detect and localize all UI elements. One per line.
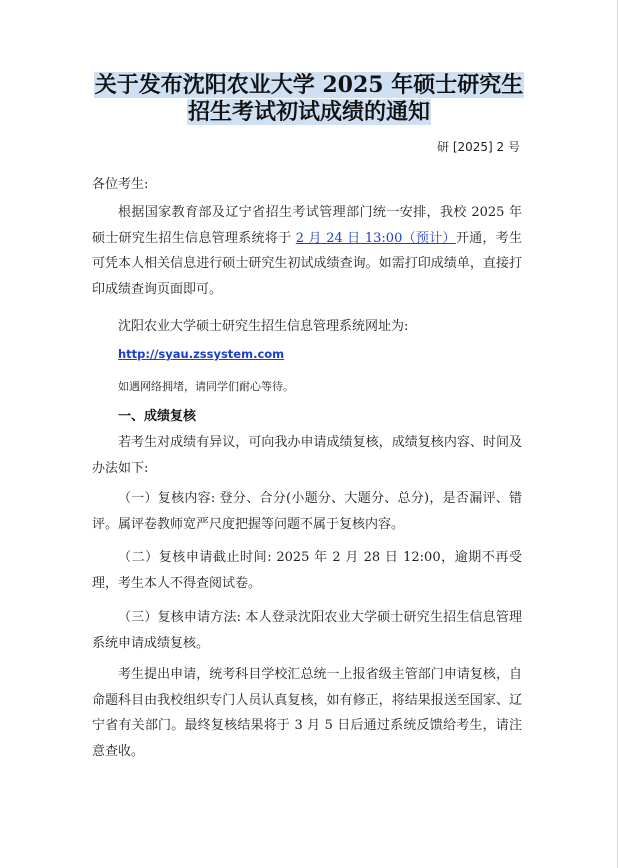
intro-text-before: 根据国家教育部及辽宁省招生考试管理部门统一安排，我校 2025 年硕士研究生招生信息管理系统将于 bbox=[92, 205, 522, 246]
intro-paragraph bbox=[92, 200, 522, 302]
intro-text-after: 开通，考生可凭本人相关信息进行硕士研究生初试成绩查询。如需打印成绩单，直接打印成绩查询页面即可。 bbox=[92, 230, 522, 297]
review-paragraph-2: （一）复核内容: 登分、合分(小题分、大题分、总分)，是否漏评、错评。属评卷教师宽严尺度把握等问题不属于复核内容。 bbox=[92, 491, 522, 532]
greeting: 各位考生: bbox=[92, 177, 149, 192]
system-url-link[interactable]: http://syau.zssystem.com bbox=[118, 347, 285, 361]
review-paragraph-5: 考生提出申请，统考科目学校汇总统一上报省级主管部门申请复核，自命题科目由我校组织专门人员认真复核，如有修正，将结果报送至国家、辽宁省有关部门。最终复核结果将于 3 月 5 日后通过系统反馈给考生，请注意查收。 bbox=[92, 667, 522, 759]
document-number: 研 [2025] 2 号 bbox=[437, 140, 520, 154]
page-title bbox=[60, 72, 558, 126]
review-paragraph-3: （二）复核申请截止时间: 2025 年 2 月 28 日 12:00，逾期不再受理，考生本人不得查阅试卷。 bbox=[92, 550, 522, 591]
title-line-2: 招生考试初试成绩的通知 bbox=[187, 99, 430, 125]
title-line-1: 关于发布沈阳农业大学 2025 年硕士研究生 bbox=[94, 72, 524, 98]
site-intro: 沈阳农业大学硕士研究生招生信息管理系统网址为: bbox=[118, 319, 409, 334]
review-paragraph-4: （三）复核申请方法: 本人登录沈阳农业大学硕士研究生招生信息管理系统申请成绩复核。 bbox=[92, 610, 522, 651]
review-paragraph-1: 若考生对成绩有异议，可向我办申请成绩复核，成绩复核内容、时间及办法如下: bbox=[92, 435, 522, 476]
open-time-link[interactable]: 2 月 24 日 13:00（预计） bbox=[295, 230, 456, 246]
section-heading-review: 一、成绩复核 bbox=[118, 409, 197, 424]
network-notice: 如遇网络拥堵，请同学们耐心等待。 bbox=[118, 380, 294, 393]
